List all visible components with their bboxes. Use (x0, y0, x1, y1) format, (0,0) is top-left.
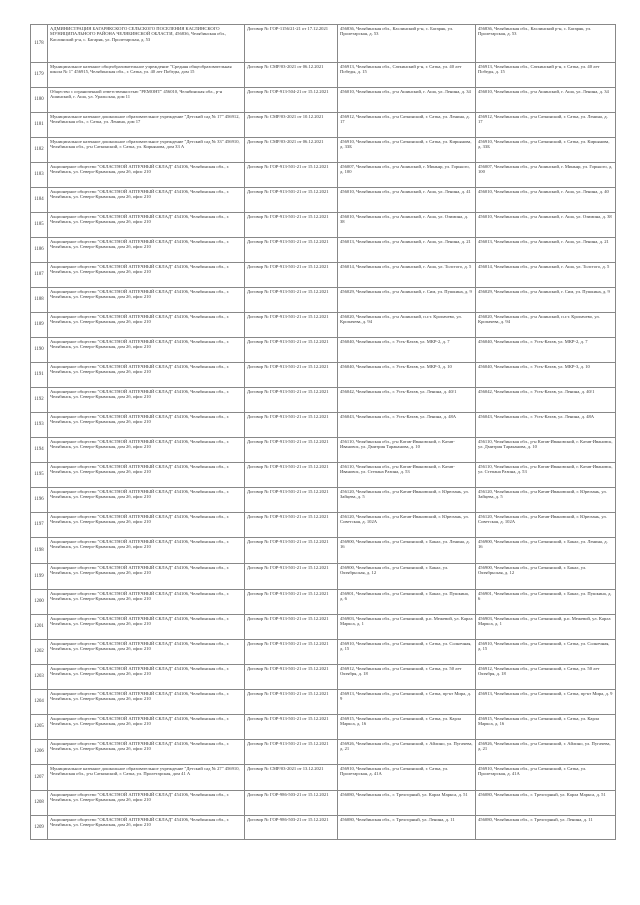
organization-cell: Акционерное общество "ОБЛАСТНОЙ АПТЕЧНЫЙ СКЛАД" 454106, Челябинская обл., г. Челябинск, ул. Северо-Крымская, дом 2б, офис 210 (48, 388, 245, 413)
address-cell-2: 456900, Челябинская обл., р-н Саткинский, г. Бакал, ул. Октябрьская, д. 12 (476, 564, 616, 590)
organization-cell: Акционерное общество "ОБЛАСТНОЙ АПТЕЧНЫЙ СКЛАД" 454106, Челябинская обл., г. Челябинск, ул. Северо-Крымская, дом 2б, офис 210 (48, 313, 245, 338)
table-row (31, 413, 616, 438)
table-row (31, 263, 616, 288)
table-row (31, 388, 616, 413)
address-cell: 456913, Челябинская обл., Саткинский р-н, г. Сатка, ул. 40 лет Победы, д. 15 (338, 63, 476, 88)
address-cell: 456912, Челябинская обл., р-н Саткинский, г. Сатка, ул. Ленина, д. 17 (338, 113, 476, 138)
address-cell: 456080, Челябинская обл., г. Трехгорный, ул. Ленина, д. 11 (338, 816, 476, 840)
organization-cell: Муниципальное казенное общеобразовательное учреждение "Средняя общеобразовательная школа № 1" 456915, Челябинская обл., г. Сатка, ул. 40 лет Победы, дом 15 (48, 63, 245, 88)
contract-cell: Договор № СМР/03-2021 от 06.12.2021 (245, 138, 338, 163)
address-cell-2: 456043, Челябинская обл., г. Усть-Катав, ул. Ленина, д. 48А (476, 413, 616, 438)
address-cell: 456836, Челябинская обл., Каслинский р-н, с. Багаряк, ул. Пролетарская, д. 53 (338, 25, 476, 63)
table-row (31, 88, 616, 113)
row-number: 1192 (31, 388, 48, 413)
table-row (31, 313, 616, 338)
contract-cell: Договор № ГОР-913-501-21 от 15.12.2021 (245, 338, 338, 363)
address-cell: 456926, Челябинская обл., р-н Саткинский, г. Айлино, ул. Пугачева, д. 21 (338, 740, 476, 765)
contract-cell: Договор № ГОР-913-501-21 от 15.12.2021 (245, 238, 338, 263)
table-row (31, 25, 616, 63)
table-row (31, 463, 616, 488)
row-number: 1188 (31, 288, 48, 313)
contract-cell: Договор № ГОР-913-501-21 от 15.12.2021 (245, 388, 338, 413)
table-row (31, 615, 616, 640)
row-number: 1185 (31, 213, 48, 238)
contract-cell: Договор № ГОР-913-501-21 от 15.12.2021 (245, 715, 338, 740)
address-cell: 456040, Челябинская обл., г. Усть-Катав, ул. МКР-3, д. 10 (338, 363, 476, 388)
row-number: 1199 (31, 564, 48, 590)
address-cell: 456910, Челябинская обл., р-н Саткинский, г. Сатка, ул. Кирьянова, д. 33Б (338, 138, 476, 163)
contract-cell: Договор № ГОР-913-501-21 от 15.12.2021 (245, 564, 338, 590)
address-cell: 456120, Челябинская обл., р-н Катав-Ивановский, г. Юрюзань, ул. Зайцева, д. 5 (338, 488, 476, 513)
contract-cell: Договор № ГОР-913-501-21 от 15.12.2021 (245, 163, 338, 188)
row-number: 1195 (31, 463, 48, 488)
address-cell: 456010, Челябинская обл., р-н Ашинский, г. Аша, ул. Ленина, д. 41 (338, 188, 476, 213)
row-number: 1201 (31, 615, 48, 640)
organization-cell: Акционерное общество "ОБЛАСТНОЙ АПТЕЧНЫЙ СКЛАД" 454106, Челябинская обл., г. Челябинск, ул. Северо-Крымская, дом 2б, офис 210 (48, 438, 245, 463)
contract-cell: Договор № ГОР-913-501-21 от 15.12.2021 (245, 463, 338, 488)
organization-cell: Акционерное общество "ОБЛАСТНОЙ АПТЕЧНЫЙ СКЛАД" 454106, Челябинская обл., г. Челябинск, ул. Северо-Крымская, дом 2б, офис 210 (48, 538, 245, 564)
organization-cell: Акционерное общество "ОБЛАСТНОЙ АПТЕЧНЫЙ СКЛАД" 454106, Челябинская обл., г. Челябинск, ул. Северо-Крымская, дом 2б, офис 210 (48, 413, 245, 438)
address-cell: 456110, Челябинская обл., р-н Катав-Ивановский, г. Катав-Ивановск, ул. Степана Разина, д. 53 (338, 463, 476, 488)
contract-cell: Договор № СМР/03-2021 от 10.12.2021 (245, 113, 338, 138)
address-cell: 456900, Челябинская обл., р-н Саткинский, г. Бакал, ул. Октябрьская, д. 12 (338, 564, 476, 590)
table-row (31, 513, 616, 538)
organization-cell: Акционерное общество "ОБЛАСТНОЙ АПТЕЧНЫЙ СКЛАД" 454106, Челябинская обл., г. Челябинск, ул. Северо-Крымская, дом 2б, офис 210 (48, 213, 245, 238)
row-number: 1184 (31, 188, 48, 213)
organization-cell: Акционерное общество "ОБЛАСТНОЙ АПТЕЧНЫЙ СКЛАД" 454106, Челябинская обл., г. Челябинск, ул. Северо-Крымская, дом 2б, офис 210 (48, 690, 245, 715)
row-number: 1204 (31, 690, 48, 715)
contract-cell: Договор № ГОР-913-501-21 от 15.12.2021 (245, 363, 338, 388)
table-row (31, 690, 616, 715)
contract-cell: Договор № ГОР-913-501-21 от 15.12.2021 (245, 590, 338, 615)
organization-cell: Акционерное общество "ОБЛАСТНОЙ АПТЕЧНЫЙ СКЛАД" 454106, Челябинская обл., г. Челябинск, ул. Северо-Крымская, дом 2б, офис 210 (48, 288, 245, 313)
organization-cell: АДМИНИСТРАЦИЯ БАГАРЯКСКОГО СЕЛЬСКОГО ПОСЕЛЕНИЯ КАСЛИНСКОГО МУНИЦИПАЛЬНОГО РАЙОНА ЧЕЛЯБИНСКОЙ ОБЛАСТИ, 456836, Челябинская обл., Каслинский р-н, с. Багаряк, ул. Пролетарская, д. 53 (48, 25, 245, 63)
address-cell: 456010, Челябинская обл., р-н Ашинский, г. Аша, ул. Озимина, д. 38 (338, 213, 476, 238)
address-cell: 456020, Челябинская обл., р-н Ашинский, п.г.т. Кропачево, ул. Кропачева, д. 94 (338, 313, 476, 338)
contract-cell: Договор № ГОР-913-501-21 от 15.12.2021 (245, 438, 338, 463)
address-cell-2: 456912, Челябинская обл., р-н Саткинский, г. Сатка, ул. Ленина, д. 17 (476, 113, 616, 138)
address-cell-2: 456900, Челябинская обл., р-н Саткинский, г. Бакал, ул. Ленина, д. 16 (476, 538, 616, 564)
table-row (31, 640, 616, 665)
row-number: 1180 (31, 88, 48, 113)
organization-cell: Акционерное общество "ОБЛАСТНОЙ АПТЕЧНЫЙ СКЛАД" 454106, Челябинская обл., г. Челябинск, ул. Северо-Крымская, дом 2б, офис 210 (48, 665, 245, 690)
contract-cell: Договор № ГОР-913-501-21 от 15.12.2021 (245, 288, 338, 313)
contract-cell: Договор № ГОР-913-501-21 от 15.12.2021 (245, 538, 338, 564)
address-cell-2: 456040, Челябинская обл., г. Усть-Катав, ул. МКР-3, д. 10 (476, 363, 616, 388)
organization-cell: Акционерное общество "ОБЛАСТНОЙ АПТЕЧНЫЙ СКЛАД" 454106, Челябинская обл., г. Челябинск, ул. Северо-Крымская, дом 2б, офис 210 (48, 740, 245, 765)
address-cell: 456903, Челябинская обл., р-н Саткинский, р.п. Межевой, ул. Карла Маркса, д. 1 (338, 615, 476, 640)
table-row (31, 213, 616, 238)
address-cell: 456913, Челябинская обл., р-н Саткинский, г. Сатка, пр-кт Мира, д. 9 (338, 690, 476, 715)
address-cell-2: 456010, Челябинская обл., р-н Ашинский, г. Аша, ул. Озимина, д. 38 (476, 213, 616, 238)
row-number: 1193 (31, 413, 48, 438)
table-row (31, 113, 616, 138)
row-number: 1202 (31, 640, 48, 665)
table-row (31, 740, 616, 765)
contract-cell: Договор № ГОР-913-501-21 от 15.12.2021 (245, 213, 338, 238)
organization-cell: Акционерное общество "ОБЛАСТНОЙ АПТЕЧНЫЙ СКЛАД" 454106, Челябинская обл., г. Челябинск, ул. Северо-Крымская, дом 2б, офис 210 (48, 488, 245, 513)
address-cell: 456915, Челябинская обл., р-н Саткинский, г. Сатка, ул. Карла Маркса, д. 16 (338, 715, 476, 740)
registry-table-body (31, 25, 616, 840)
address-cell-2: 456913, Челябинская обл., Саткинский р-н, г. Сатка, ул. 40 лет Победы, д. 15 (476, 63, 616, 88)
address-cell-2: 456910, Челябинская обл., р-н Саткинский, г. Сатка, ул. Кирьянова, д. 33Б (476, 138, 616, 163)
address-cell-2: 456029, Челябинская обл., р-н Ашинский, г. Сим, ул. Пушкина, д. 9 (476, 288, 616, 313)
row-number: 1203 (31, 665, 48, 690)
row-number: 1182 (31, 138, 48, 163)
contract-cell: Договор № ГОР-913-501-21 от 15.12.2021 (245, 488, 338, 513)
address-cell-2: 456915, Челябинская обл., р-н Саткинский, г. Сатка, ул. Карла Маркса, д. 16 (476, 715, 616, 740)
table-row (31, 715, 616, 740)
row-number: 1206 (31, 740, 48, 765)
table-row (31, 438, 616, 463)
address-cell: 456110, Челябинская обл., р-н Катав-Ивановский, г. Катав-Ивановск, ул. Дмитрия Тараканова, д. 10 (338, 438, 476, 463)
address-cell-2: 456910, Челябинская обл., р-н Саткинский, г. Сатка, ул. Солнечная, д. 15 (476, 640, 616, 665)
row-number: 1189 (31, 313, 48, 338)
table-row (31, 816, 616, 840)
address-cell-2: 456120, Челябинская обл., р-н Катав-Ивановский, г. Юрюзань, ул. Советская, д. 102А (476, 513, 616, 538)
row-number: 1207 (31, 765, 48, 791)
organization-cell: Акционерное общество "ОБЛАСТНОЙ АПТЕЧНЫЙ СКЛАД" 454106, Челябинская обл., г. Челябинск, ул. Северо-Крымская, дом 2б, офис 210 (48, 163, 245, 188)
organization-cell: Акционерное общество "ОБЛАСТНОЙ АПТЕЧНЫЙ СКЛАД" 454106, Челябинская обл., г. Челябинск, ул. Северо-Крымская, дом 2б, офис 210 (48, 615, 245, 640)
contract-cell: Договор № ГОР-913-501-21 от 15.12.2021 (245, 665, 338, 690)
address-cell: 456014, Челябинская обл., р-н Ашинский, г. Аша, ул. Толстого, д. 5 (338, 263, 476, 288)
address-cell-2: 456901, Челябинская обл., р-н Саткинский, г. Бакал, ул. Пушкина, д. 6 (476, 590, 616, 615)
organization-cell: Акционерное общество "ОБЛАСТНОЙ АПТЕЧНЫЙ СКЛАД" 454106, Челябинская обл., г. Челябинск, ул. Северо-Крымская, дом 2б, офис 210 (48, 188, 245, 213)
row-number: 1183 (31, 163, 48, 188)
address-cell: 456010, Челябинская обл., р-н Ашинский, г. Аша, ул. Ленина, д. 34 (338, 88, 476, 113)
row-number: 1186 (31, 238, 48, 263)
organization-cell: Муниципальное казенное дошкольное образовательное учреждение "Детский сад № 27" 456910, Челябинская обл., р-н Саткинский, г. Сатка, ул. Пролетарская, дом 41 А (48, 765, 245, 791)
address-cell-2: 456010, Челябинская обл., р-н Ашинский, г. Аша, ул. Ленина, д. 40 (476, 188, 616, 213)
contract-cell: Договор № СМР/03-2021 от 06.12.2021 (245, 63, 338, 88)
table-row (31, 63, 616, 88)
table-row (31, 138, 616, 163)
contract-cell: Договор № ГОР-913-501-21 от 15.12.2021 (245, 413, 338, 438)
contract-cell: Договор № СМР/03-2021 от 13.12.2021 (245, 765, 338, 791)
organization-cell: Общество с ограниченной ответственностью "РЕМОНТ" 456010, Челябинская обл., р-н Ашинский, г. Аша, ул. Уральская, дом 11 (48, 88, 245, 113)
table-row (31, 538, 616, 564)
address-cell: 456007, Челябинская обл., р-н Ашинский, г. Миньяр, ул. Горького, д. 100 (338, 163, 476, 188)
table-row (31, 665, 616, 690)
organization-cell: Акционерное общество "ОБЛАСТНОЙ АПТЕЧНЫЙ СКЛАД" 454106, Челябинская обл., г. Челябинск, ул. Северо-Крымская, дом 2б, офис 210 (48, 816, 245, 840)
organization-cell: Акционерное общество "ОБЛАСТНОЙ АПТЕЧНЫЙ СКЛАД" 454106, Челябинская обл., г. Челябинск, ул. Северо-Крымская, дом 2б, офис 210 (48, 564, 245, 590)
address-cell-2: 456080, Челябинская обл., г. Трехгорный, ул. Ленина, д. 11 (476, 816, 616, 840)
contract-cell: Договор № ГОР-986-503-21 от 15.12.2021 (245, 791, 338, 816)
row-number: 1209 (31, 816, 48, 840)
contract-cell: Договор № ГОР-913-501-21 от 15.12.2021 (245, 740, 338, 765)
organization-cell: Акционерное общество "ОБЛАСТНОЙ АПТЕЧНЫЙ СКЛАД" 454106, Челябинская обл., г. Челябинск, ул. Северо-Крымская, дом 2б, офис 210 (48, 263, 245, 288)
row-number: 1198 (31, 538, 48, 564)
address-cell-2: 456013, Челябинская обл., р-н Ашинский, г. Аша, ул. Ленина, д. 21 (476, 238, 616, 263)
address-cell-2: 456913, Челябинская обл., р-н Саткинский, г. Сатка, пр-кт Мира, д. 9 (476, 690, 616, 715)
contract-cell: Договор № ГОР-913-501-21 от 15.12.2021 (245, 690, 338, 715)
address-cell-2: 456836, Челябинская обл., Каслинский р-н, с. Багаряк, ул. Пролетарская, д. 53 (476, 25, 616, 63)
row-number: 1208 (31, 791, 48, 816)
organization-cell: Акционерное общество "ОБЛАСТНОЙ АПТЕЧНЫЙ СКЛАД" 454106, Челябинская обл., г. Челябинск, ул. Северо-Крымская, дом 2б, офис 210 (48, 715, 245, 740)
address-cell: 456013, Челябинская обл., р-н Ашинский, г. Аша, ул. Ленина, д. 21 (338, 238, 476, 263)
table-row (31, 765, 616, 791)
row-number: 1196 (31, 488, 48, 513)
row-number: 1179 (31, 63, 48, 88)
address-cell-2: 456912, Челябинская обл., р-н Саткинский, г. Сатка, ул. 50 лет Октября, д. 18 (476, 665, 616, 690)
row-number: 1205 (31, 715, 48, 740)
contract-cell: Договор № ГОР-913-501-21 от 15.12.2021 (245, 263, 338, 288)
address-cell: 456042, Челябинская обл., г. Усть-Катав, ул. Ленина, д. 40/1 (338, 388, 476, 413)
table-row (31, 188, 616, 213)
table-row (31, 791, 616, 816)
table-row (31, 238, 616, 263)
address-cell-2: 456120, Челябинская обл., р-н Катав-Ивановский, г. Юрюзань, ул. Зайцева, д. 5 (476, 488, 616, 513)
row-number: 1194 (31, 438, 48, 463)
table-row (31, 488, 616, 513)
organization-cell: Акционерное общество "ОБЛАСТНОЙ АПТЕЧНЫЙ СКЛАД" 454106, Челябинская обл., г. Челябинск, ул. Северо-Крымская, дом 2б, офис 210 (48, 791, 245, 816)
address-cell: 456080, Челябинская обл., г. Трехгорный, ул. Карла Маркса, д. 51 (338, 791, 476, 816)
address-cell-2: 456007, Челябинская обл., р-н Ашинский, г. Миньяр, ул. Горького, д. 100 (476, 163, 616, 188)
contract-cell: Договор № ГОР-986-503-21 от 15.12.2021 (245, 816, 338, 840)
table-row (31, 163, 616, 188)
table-row (31, 363, 616, 388)
organization-cell: Муниципальное казенное дошкольное образовательное учреждение "Детский сад № 33" 456910, Челябинская обл., р-н Саткинский, г. Сатка, ул. Кирьянова, дом 33 А (48, 138, 245, 163)
table-row (31, 288, 616, 313)
organization-cell: Акционерное общество "ОБЛАСТНОЙ АПТЕЧНЫЙ СКЛАД" 454106, Челябинская обл., г. Челябинск, ул. Северо-Крымская, дом 2б, офис 210 (48, 463, 245, 488)
organization-cell: Акционерное общество "ОБЛАСТНОЙ АПТЕЧНЫЙ СКЛАД" 454106, Челябинская обл., г. Челябинск, ул. Северо-Крымская, дом 2б, офис 210 (48, 513, 245, 538)
address-cell: 456120, Челябинская обл., р-н Катав-Ивановский, г. Юрюзань, ул. Советская, д. 102А (338, 513, 476, 538)
row-number: 1197 (31, 513, 48, 538)
row-number: 1200 (31, 590, 48, 615)
address-cell: 456043, Челябинская обл., г. Усть-Катав, ул. Ленина, д. 48А (338, 413, 476, 438)
row-number: 1190 (31, 338, 48, 363)
organization-cell: Муниципальное казенное дошкольное образовательное учреждение "Детский сад № 17" 456912, Челябинская обл., г. Сатка, ул. Ленина, дом 17 (48, 113, 245, 138)
organization-cell: Акционерное общество "ОБЛАСТНОЙ АПТЕЧНЫЙ СКЛАД" 454106, Челябинская обл., г. Челябинск, ул. Северо-Крымская, дом 2б, офис 210 (48, 590, 245, 615)
contract-cell: Договор № ГОР-913-501-21 от 15.12.2021 (245, 513, 338, 538)
row-number: 1187 (31, 263, 48, 288)
row-number: 1181 (31, 113, 48, 138)
address-cell: 456910, Челябинская обл., р-н Саткинский, г. Сатка, ул. Пролетарская, д. 41А (338, 765, 476, 791)
row-number: 1191 (31, 363, 48, 388)
contract-cell: Договор № ГОР-913-501-21 от 15.12.2021 (245, 313, 338, 338)
row-number: 1178 (31, 25, 48, 63)
organization-cell: Акционерное общество "ОБЛАСТНОЙ АПТЕЧНЫЙ СКЛАД" 454106, Челябинская обл., г. Челябинск, ул. Северо-Крымская, дом 2б, офис 210 (48, 238, 245, 263)
table-row (31, 338, 616, 363)
address-cell-2: 456020, Челябинская обл., р-н Ашинский, п.г.т. Кропачево, ул. Кропачева, д. 94 (476, 313, 616, 338)
address-cell-2: 456010, Челябинская обл., р-н Ашинский, г. Аша, ул. Ленина, д. 34 (476, 88, 616, 113)
address-cell-2: 456040, Челябинская обл., г. Усть-Катав, ул. МКР-2, д. 7 (476, 338, 616, 363)
organization-cell: Акционерное общество "ОБЛАСТНОЙ АПТЕЧНЫЙ СКЛАД" 454106, Челябинская обл., г. Челябинск, ул. Северо-Крымская, дом 2б, офис 210 (48, 640, 245, 665)
address-cell: 456910, Челябинская обл., р-н Саткинский, г. Сатка, ул. Солнечная, д. 15 (338, 640, 476, 665)
address-cell: 456900, Челябинская обл., р-н Саткинский, г. Бакал, ул. Ленина, д. 16 (338, 538, 476, 564)
address-cell: 456040, Челябинская обл., г. Усть-Катав, ул. МКР-2, д. 7 (338, 338, 476, 363)
table-row (31, 590, 616, 615)
registry-table (30, 24, 616, 840)
contract-cell: Договор № ГОР-913-501-21 от 15.12.2021 (245, 615, 338, 640)
address-cell-2: 456926, Челябинская обл., р-н Саткинский, г. Айлино, ул. Пугачева, д. 21 (476, 740, 616, 765)
contract-cell: Договор № ГОР-913-504-21 от 15.12.2021 (245, 88, 338, 113)
address-cell-2: 456110, Челябинская обл., р-н Катав-Ивановский, г. Катав-Ивановск, ул. Степана Разина, д. 53 (476, 463, 616, 488)
organization-cell: Акционерное общество "ОБЛАСТНОЙ АПТЕЧНЫЙ СКЛАД" 454106, Челябинская обл., г. Челябинск, ул. Северо-Крымская, дом 2б, офис 210 (48, 338, 245, 363)
address-cell: 456912, Челябинская обл., р-н Саткинский, г. Сатка, ул. 50 лет Октября, д. 18 (338, 665, 476, 690)
contract-cell: Договор № ГОР-913-501-21 от 15.12.2021 (245, 188, 338, 213)
address-cell-2: 456903, Челябинская обл., р-н Саткинский, р.п. Межевой, ул. Карла Маркса, д. 1 (476, 615, 616, 640)
organization-cell: Акционерное общество "ОБЛАСТНОЙ АПТЕЧНЫЙ СКЛАД" 454106, Челябинская обл., г. Челябинск, ул. Северо-Крымская, дом 2б, офис 210 (48, 363, 245, 388)
address-cell-2: 456014, Челябинская обл., р-н Ашинский, г. Аша, ул. Толстого, д. 5 (476, 263, 616, 288)
contract-cell: Договор № ГОР-1156/21-21 от 17.12.2021 (245, 25, 338, 63)
address-cell: 456029, Челябинская обл., р-н Ашинский, г. Сим, ул. Пушкина, д. 9 (338, 288, 476, 313)
address-cell: 456901, Челябинская обл., р-н Саткинский, г. Бакал, ул. Пушкина, д. 6 (338, 590, 476, 615)
address-cell-2: 456110, Челябинская обл., р-н Катав-Ивановский, г. Катав-Ивановск, ул. Дмитрия Тараканова, д. 10 (476, 438, 616, 463)
address-cell-2: 456080, Челябинская обл., г. Трехгорный, ул. Карла Маркса, д. 51 (476, 791, 616, 816)
table-row (31, 564, 616, 590)
contract-cell: Договор № ГОР-913-501-21 от 15.12.2021 (245, 640, 338, 665)
address-cell-2: 456042, Челябинская обл., г. Усть-Катав, ул. Ленина, д. 40/1 (476, 388, 616, 413)
address-cell-2: 456910, Челябинская обл., р-н Саткинский, г. Сатка, ул. Пролетарская, д. 41А (476, 765, 616, 791)
